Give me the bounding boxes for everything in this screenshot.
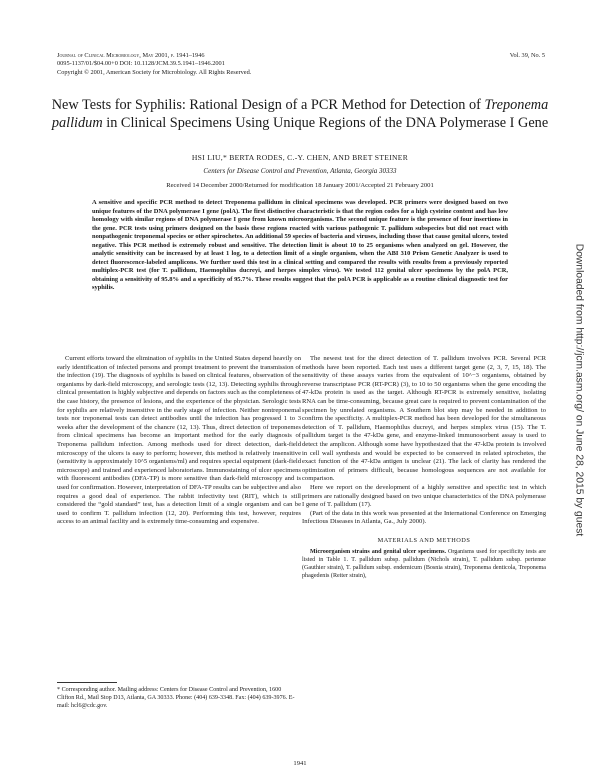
corresponding-author-footnote: * Corresponding author. Mailing address: Centers for Disease Control and Prevention, 1600 Clifton Rd., Mail Stop D13, Atlanta, GA 30333. Phone: (404) 639-3348. Fax: (404) 639-3976. E-mail: hcl6@cdc.gov. (57, 687, 295, 709)
running-header (57, 52, 437, 77)
title-part-2: in Clinical Specimens Using Unique Regions of the DNA Polymerase I Gene (106, 114, 549, 131)
title-organism: Treponema pallidum (51, 97, 549, 131)
received-dates: Received 14 December 2000/Returned for modification 18 January 2001/Accepted 21 February 2001 (166, 182, 434, 189)
intro-paragraph: Current efforts toward the elimination of syphilis in the United States depend heavily on early identification of infected persons and prompt treatment to prevent the transmission of the infection (19). The diagnosis of syphilis is based on clinical features, observation of the organisms by dark-field microscopy, and serologic tests (12, 13). Detecting syphilis through clinical presentation is highly subjective and depends on factors such as the completeness of the case history, the presence of lesions, and the experience of the physician. Serologic tests for syphilis are relatively insensitive in the early stage of infection. Neither nontreponemal tests nor treponemal tests can detect antibodies until the infection has progressed 1 to 3 weeks after the development of the chancre (12, 13). Thus, direct detection of treponemes from clinical specimens has become an important method for the early diagnosis of Treponema pallidum infection. Among methods used for direct detection, dark-field microscopy of the ulcers is easy to perform; however, this method is relatively insensitive (sensitivity is approximately 10^5 organisms/ml) and requires special equipment (dark-field microscope) and trained and experienced laboratorians. Immunostaining of ulcer specimens with fluorescent antibodies (DFA-TP) is more sensitive than dark-field microscopy and is used for confirmation. However, interpretation of DFA-TP results can be subjective and also requires a good deal of experience. The rabbit infectivity test (RIT), which is still considered the “gold standard” test, has a detection limit of a single organism and can be used to confirm T. pallidum infection (12, 20). Performing this test, however, requires access to an animal facility and is extremely time-consuming and expensive. (57, 355, 301, 526)
issn-doi: 0095-1137/01/$04.00+0 DOI: 10.1128/JCM.39.5.1941–1946.2001 (57, 60, 225, 68)
methods-paragraph (302, 548, 546, 580)
journal-citation: Journal of Clinical Microbiology, May 2001, p. 1941–1946 (57, 52, 205, 59)
volume-issue: Vol. 39, No. 5 (509, 52, 545, 59)
download-watermark (572, 220, 586, 560)
abstract: A sensitive and specific PCR method to detect Treponema pallidum in clinical specimens was developed. PCR primers were designed based on two unique features of the DNA polymerase I gene (polA). The first distinctive characteristic is that the region codes for a high cysteine content and has low homology with similar regions of DNA polymerase I gene from known microorganisms. The second unique feature is the presence of four insertions in the gene. PCR tests using primers designed on the basis these regions reacted with various pathogenic T. pallidum subspecies but did not react with nonpathogenic treponemal species or other spirochetes. An additional 59 species of bacteria and viruses, including those that cause genital ulcers, tested negative. This PCR method is extremely robust and sensitive. The detection limit is about 10 to 25 organisms when analyzed on gel. However, the analytic sensitivity can be increased by at least 1 log, to a detection limit of a single organism, when the ABI 310 Prism Genetic Analyzer is used to detect fluorescence-labeled amplicons. We further used this test in a clinical setting and compared the results with results from a previously reported multiplex-PCR test (for T. pallidum, Haemophilus ducreyi, and herpes simplex virus). We tested 112 genital ulcer specimens by the polA PCR, obtaining a sensitivity of 95.8% and a specificity of 95.7%. These results suggest that the polA PCR is applicable as a routine clinical diagnostic test for syphilis. (92, 199, 508, 292)
affiliation: Centers for Disease Control and Prevention, Atlanta, Georgia 30333 (203, 167, 397, 175)
methods-text: Organisms used for specificity tests are listed in Table 1. T. pallidum subsp. pallidum (Nichols strain), T. pallidum subsp. pertenue (Gauthier strain), T. pallidum subsp. endemicum (Bosnia strain), Treponema denticola, Treponema phagedenis (Reiter strain), (302, 549, 546, 580)
author-list: HSI LIU,* BERTA RODES, C.-Y. CHEN, AND BRET STEINER (191, 153, 409, 162)
body-paragraph: (Part of the data in this work was presented at the International Conference on Emerging Infectious Diseases in Atlanta, Ga., July 2000). (302, 509, 546, 526)
section-heading: MATERIALS AND METHODS (377, 536, 471, 544)
page-number: 1941 (293, 760, 307, 767)
footnote-rule (57, 682, 117, 683)
copyright: Copyright © 2001, American Society for Microbiology. All Rights Reserved. (57, 68, 252, 76)
article-title (40, 97, 560, 132)
methods-lead: Microorganism strains and genital ulcer specimens. (310, 549, 447, 556)
left-column (57, 355, 301, 527)
body-paragraph: The newest test for the direct detection of T. pallidum involves PCR. Several PCR methods have been reported. Each test uses a different target gene (2, 3, 7, 15, 18). The sensitivity of these assays varies from the equivalent of 10^−3 organisms, obtained by reverse transcriptase PCR (RT-PCR) (3), to 10 to 50 organisms when the gene encoding the 47-kDa protein is used as the target. Although RT-PCR is extremely sensitive, isolating RNA can be time-consuming, because great care is required to prevent contamination of the specimen by unrelated organisms. A Southern blot step may be needed in addition to confirm the specificity. A multiplex-PCR method has been developed for the simultaneous detection of T. pallidum, Haemophilus ducreyi, and herpes simplex virus (15). The T. pallidum target is the 47-kDa gene, and enzyme-linked immunosorbent assay is used to detect the amplicon. Although some have hypothesized that the 47-kDa protein is involved in cell wall synthesis and would be expected to be conserved in related spirochetes, the exact function of the 47-kDa antigen is unclear (21). The lack of clarity has rendered the optimization of primers difficult, because homologous sequences are not available for comparison. (302, 355, 546, 483)
download-watermark-text: Downloaded from http://jcm.asm.org/ on June 28, 2015 by guest (573, 243, 585, 537)
body-paragraph: Here we report on the development of a highly sensitive and specific test in which primers are rationally designed based on two unique characteristics of the DNA polymerase I gene of T. pallidum (17). (302, 483, 546, 509)
title-part-1: New Tests for Syphilis: Rational Design of a PCR Method for Detection of (51, 97, 481, 113)
right-column (302, 355, 546, 580)
